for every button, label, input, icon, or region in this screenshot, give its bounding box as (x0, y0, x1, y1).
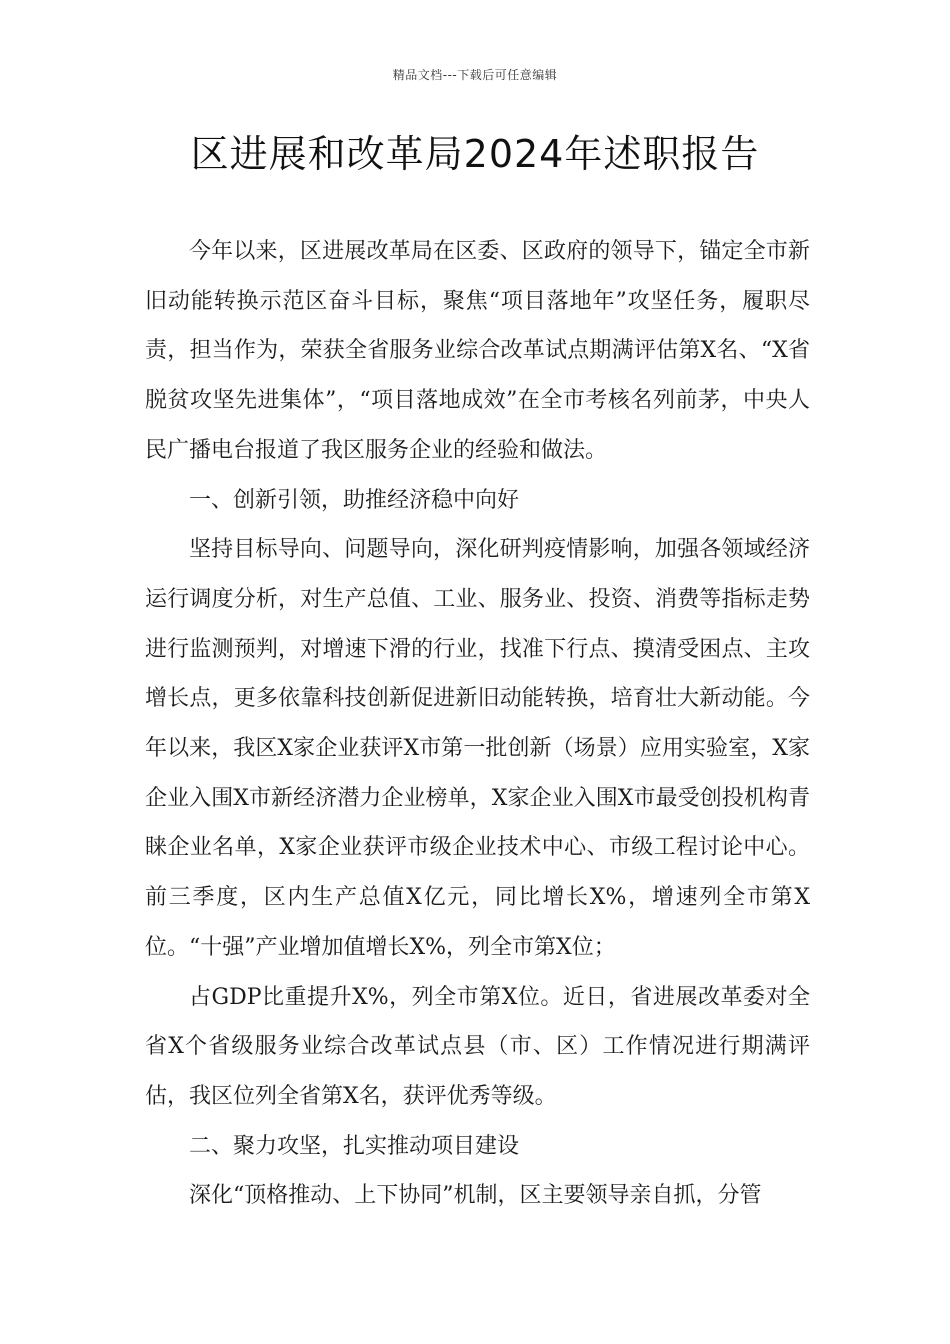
header-note: 精品文档---下载后可任意编辑 (392, 68, 558, 82)
body-paragraph: 坚持目标导向、问题导向，深化研判疫情影响，加强各领域经济运行调度分析，对生产总值、工业、服务业、投资、消费等指标走势进行监测预判，对增速下滑的行业，找准下行点、摸清受困点、主攻增长点，更多依靠科技创新促进新旧动能转换，培育壮大新动能。今年以来，我区X家企业获评X市第一批创新（场景）应用实验室，X家企业入围X市新经济潜力企业榜单，X家企业入围X市最受创投机构青睐企业名单，X家企业获评市级企业技术中心、市级工程讨论中心。前三季度，区内生产总值X亿元，同比增长X%，增速列全市第X位。“十强”产业增加值增长X%，列全市第X位； (145, 537, 810, 960)
section-heading-2: 二、聚力攻坚，扎实推动项目建设 (189, 1133, 520, 1159)
intro-paragraph: 今年以来，区进展改革局在区委、区政府的领导下，锚定全市新旧动能转换示范区奋斗目标，聚焦“项目落地年”攻坚任务，履职尽责，担当作为，荣获全省服务业综合改革试点期满评估第X名、“X省脱贫攻坚先进集体”，“项目落地成效”在全市考核名列前茅，中央人民广播电台报道了我区服务企业的经验和做法。 (145, 239, 810, 463)
body-paragraph: 深化“顶格推动、上下协同”机制，区主要领导亲自抓，分管 (189, 1183, 762, 1209)
document-body (145, 227, 810, 1221)
body-paragraph: 占GDP比重提升X%，列全市第X位。近日，省进展改革委对全省X个省级服务业综合改革试点县（市、区）工作情况进行期满评估，我区位列全省第X名，获评优秀等级。 (145, 984, 810, 1109)
section-heading-1: 一、创新引领，助推经济稳中向好 (189, 487, 520, 513)
document-title: 区进展和改革局2024年述职报告 (190, 132, 760, 176)
